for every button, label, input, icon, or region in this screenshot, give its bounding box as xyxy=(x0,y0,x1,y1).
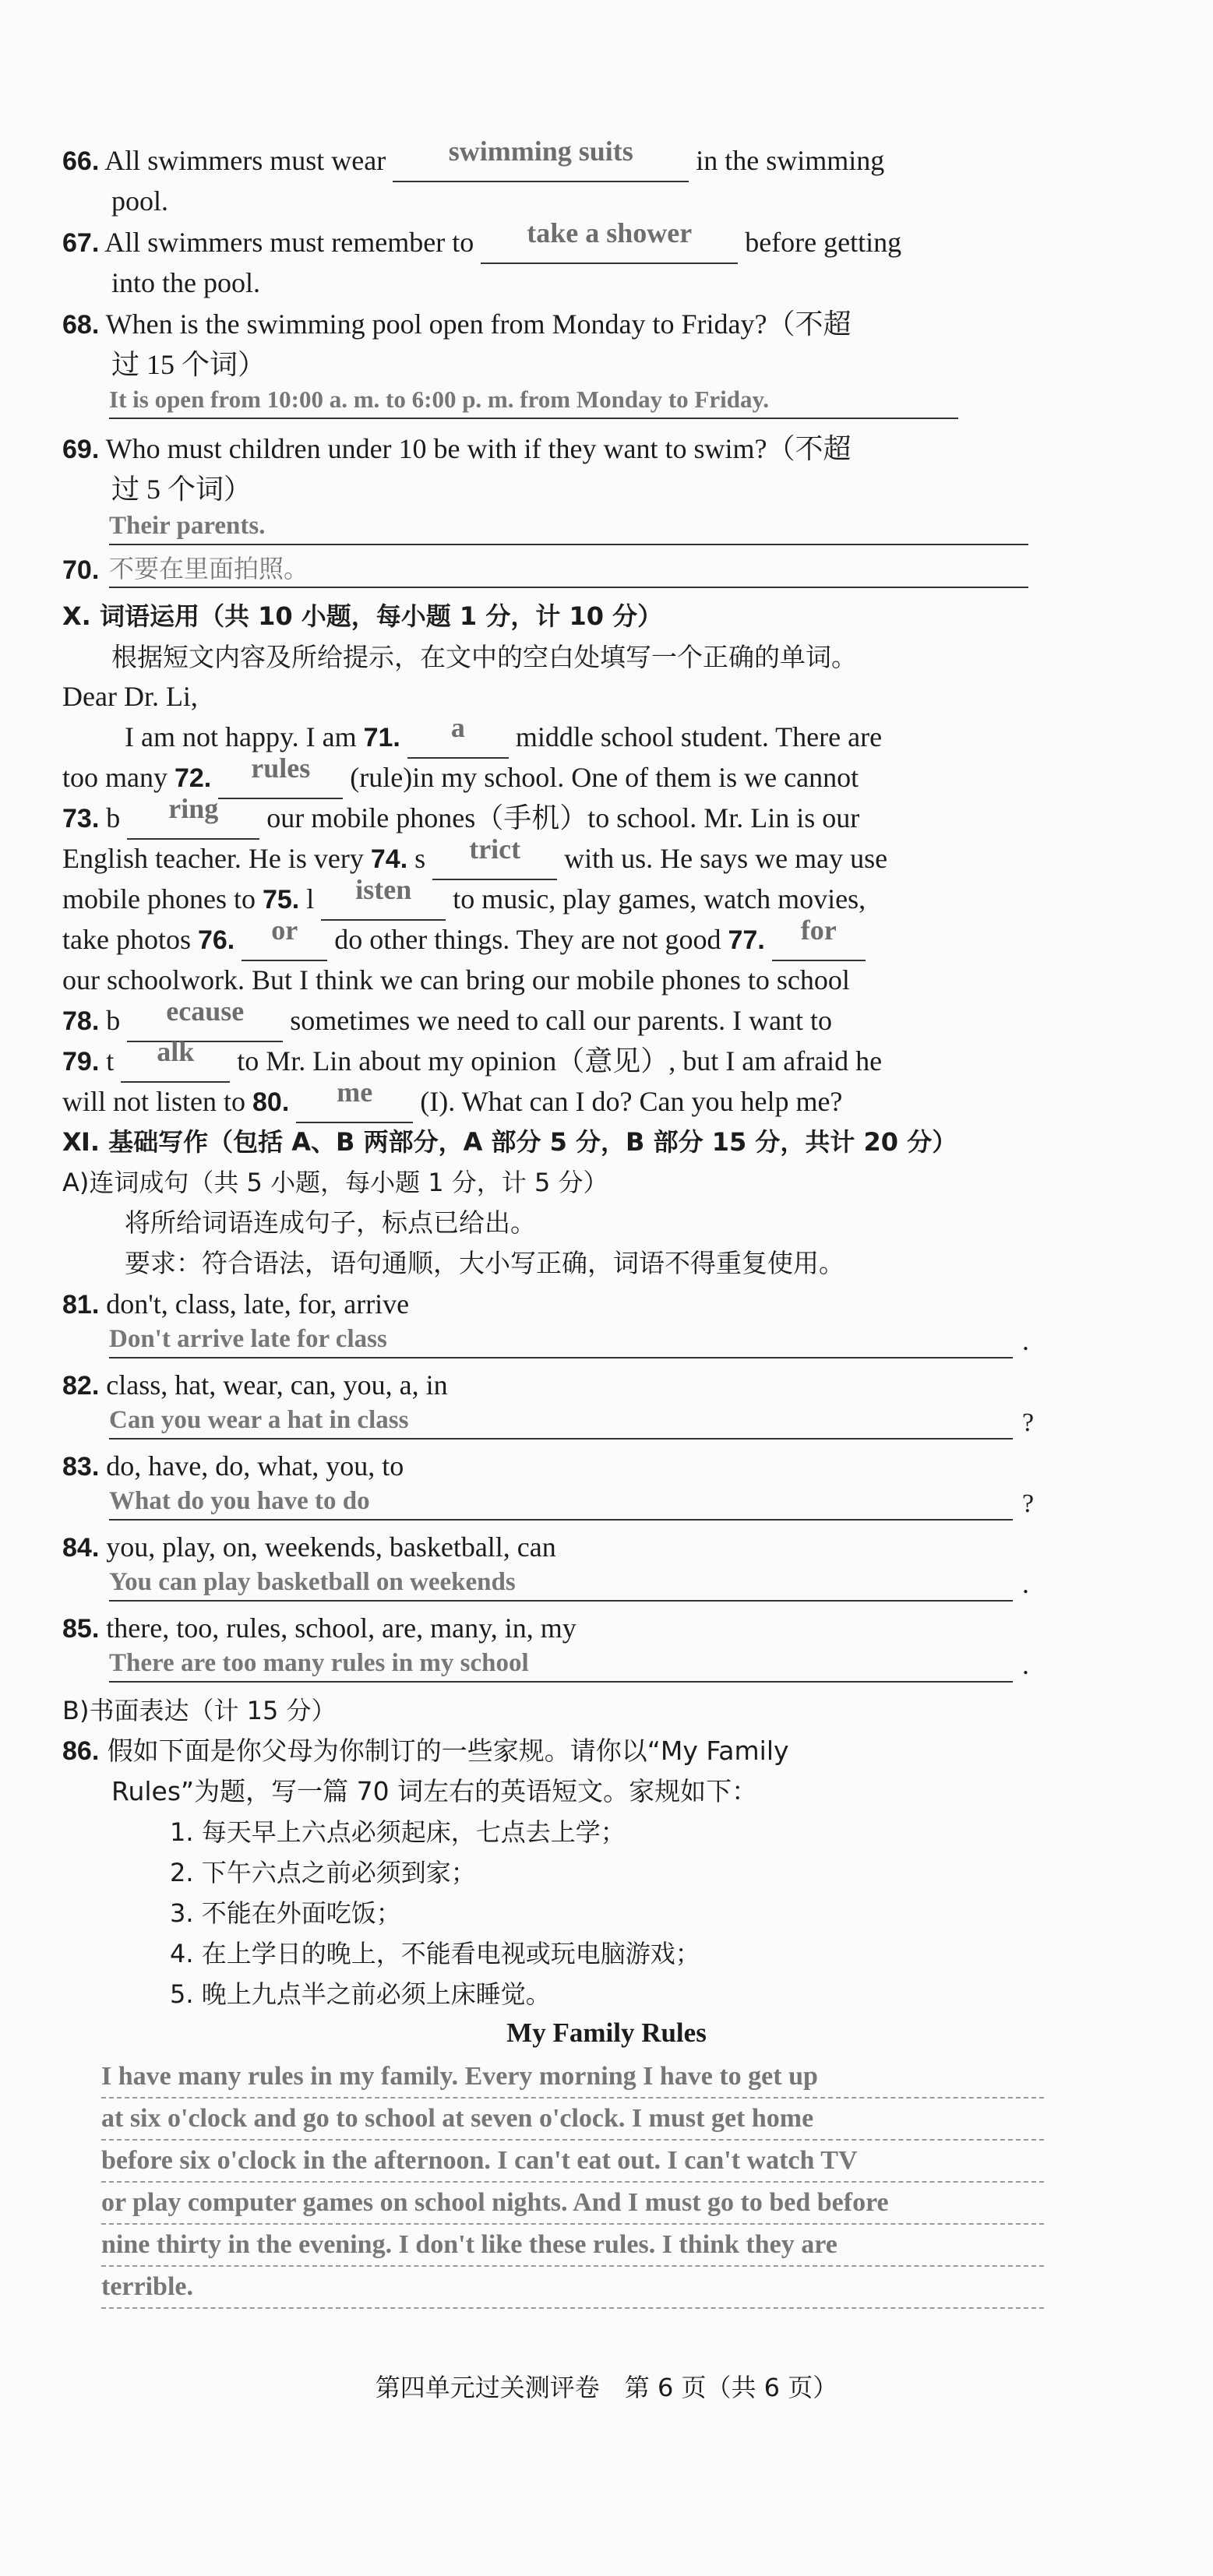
letter-greeting: Dear Dr. Li, xyxy=(62,681,198,712)
essay-line: nine thirty in the evening. I don't like these rules. I think they are xyxy=(101,2225,1044,2267)
answer-blank[interactable]: take a shower xyxy=(481,222,738,264)
answer-line[interactable]: Their parents. xyxy=(109,508,1028,545)
answer-line[interactable]: What do you have to do xyxy=(109,1483,1013,1521)
essay-line: or play computer games on school nights. And I must go to bed before xyxy=(101,2183,1044,2225)
passage-line: 73. b ring our mobile phones（手机）to school. Mr. Lin is our xyxy=(62,798,859,840)
page-footer: 第四单元过关测评卷 第 6 页（共 6 页） xyxy=(375,2373,838,2402)
answer-blank[interactable]: for xyxy=(772,919,866,961)
essay-title: My Family Rules xyxy=(506,2017,707,2048)
essay-line: at six o'clock and go to school at seven o'clock. I must get home xyxy=(101,2099,1044,2141)
question-text: Rules”为题，写一篇 70 词左右的英语短文。家规如下： xyxy=(111,1776,758,1806)
rule-item: 2. 下午六点之前必须到家； xyxy=(170,1858,476,1887)
essay-line: I have many rules in my family. Every morning I have to get up xyxy=(101,2056,1044,2099)
question-text: When is the swimming pool open from Monday to Friday?（不超 xyxy=(105,308,852,340)
part-title: B)书面表达（计 15 分） xyxy=(62,1696,337,1725)
rule-item: 4. 在上学日的晚上，不能看电视或玩电脑游戏； xyxy=(170,1939,700,1968)
rule-item: 1. 每天早上六点必须起床，七点去上学； xyxy=(170,1817,626,1847)
question-text: 假如下面是你父母为你制订的一些家规。请你以“My Family xyxy=(107,1736,789,1766)
answer-blank[interactable]: trict xyxy=(432,838,557,880)
passage-line: 79. t alk to Mr. Lin about my opinion（意见）, but I am afraid he xyxy=(62,1041,882,1083)
question-number: 84. xyxy=(62,1533,100,1563)
word-list: class, hat, wear, can, you, a, in xyxy=(106,1369,448,1401)
answer-blank[interactable]: alk xyxy=(121,1041,230,1083)
rule-item: 5. 晚上九点半之前必须上床睡觉。 xyxy=(170,1979,551,2009)
punctuation: . xyxy=(1022,1325,1029,1356)
question-text: before getting xyxy=(745,227,902,258)
question-number: 69. xyxy=(62,435,100,464)
answer-blank[interactable]: rules xyxy=(218,757,343,799)
word-list: you, play, on, weekends, basketball, can xyxy=(106,1531,556,1563)
passage-line: I am not happy. I am 71. a middle school student. There are xyxy=(125,717,882,759)
answer-blank[interactable]: ecause xyxy=(127,1000,283,1042)
punctuation: . xyxy=(1022,1568,1029,1599)
passage-line: will not listen to 80. me (I). What can I do? Can you help me? xyxy=(62,1081,842,1123)
question-number: 68. xyxy=(62,310,100,340)
section-title: Ⅺ. 基础写作（包括 A、B 两部分，A 部分 5 分，B 部分 15 分，共计 20 分） xyxy=(62,1127,957,1157)
question-number: 66. xyxy=(62,146,100,176)
part-title: A)连词成句（共 5 小题，每小题 1 分，计 5 分） xyxy=(62,1168,608,1197)
question-number: 83. xyxy=(62,1452,100,1482)
passage-line: 78. b ecause sometimes we need to call our parents. I want to xyxy=(62,1000,832,1042)
answer-blank[interactable]: me xyxy=(296,1081,413,1123)
answer-line[interactable]: Can you wear a hat in class xyxy=(109,1402,1013,1440)
rule-item: 3. 不能在外面吃饭； xyxy=(170,1898,401,1928)
word-list: do, have, do, what, you, to xyxy=(106,1450,404,1482)
question-number: 70. xyxy=(62,555,100,585)
passage-line: our schoolwork. But I think we can bring our mobile phones to school xyxy=(62,964,850,996)
passage-line: take photos 76. or do other things. They are not good 77. for xyxy=(62,919,866,961)
answer-line[interactable]: You can play basketball on weekends xyxy=(109,1564,1013,1602)
question-text: All swimmers must remember to xyxy=(104,227,474,258)
punctuation: . xyxy=(1022,1649,1029,1680)
answer-line[interactable]: There are too many rules in my school xyxy=(109,1645,1013,1683)
question-text: in the swimming xyxy=(696,145,885,176)
word-list: don't, class, late, for, arrive xyxy=(106,1288,410,1320)
answer-blank[interactable]: or xyxy=(242,919,327,961)
question-text: pool. xyxy=(111,185,169,217)
question-number: 67. xyxy=(62,228,100,258)
answer-line[interactable]: 不要在里面拍照。 xyxy=(109,551,1028,588)
answer-blank[interactable]: a xyxy=(407,717,509,759)
essay-line: terrible. xyxy=(101,2267,1044,2309)
question-text: into the pool. xyxy=(111,267,260,298)
answer-line[interactable]: Don't arrive late for class xyxy=(109,1321,1013,1358)
question-number: 82. xyxy=(62,1371,100,1401)
word-list: there, too, rules, school, are, many, in, my xyxy=(106,1612,577,1644)
punctuation: ? xyxy=(1022,1489,1035,1518)
essay-answer[interactable] xyxy=(101,2056,1044,2309)
passage-line: mobile phones to 75. l isten to music, play games, watch movies, xyxy=(62,879,866,921)
instruction: 将所给词语连成句子，标点已给出。 xyxy=(125,1207,536,1238)
section-instruction: 根据短文内容及所给提示，在文中的空白处填写一个正确的单词。 xyxy=(111,642,857,672)
answer-line[interactable]: It is open from 10:00 a. m. to 6:00 p. m. from Monday to Friday. xyxy=(109,382,958,419)
question-number: 85. xyxy=(62,1614,100,1644)
question-text: 过 5 个词） xyxy=(111,474,252,505)
question-text: Who must children under 10 be with if they want to swim?（不超 xyxy=(105,433,852,464)
passage-line: English teacher. He is very 74. s trict with us. He says we may use xyxy=(62,838,887,880)
essay-line: before six o'clock in the afternoon. I can't eat out. I can't watch TV xyxy=(101,2141,1044,2183)
section-title: Ⅹ. 词语运用（共 10 小题，每小题 1 分，计 10 分） xyxy=(62,601,663,631)
answer-blank[interactable]: isten xyxy=(321,879,446,921)
question-number: 81. xyxy=(62,1290,100,1320)
passage-line: too many 72. rules (rule)in my school. One of them is we cannot xyxy=(62,757,859,799)
answer-blank[interactable]: ring xyxy=(127,798,259,840)
answer-blank[interactable]: swimming suits xyxy=(393,140,689,182)
instruction: 要求：符合语法，语句通顺，大小写正确，词语不得重复使用。 xyxy=(125,1248,845,1278)
question-number: 86. xyxy=(62,1736,100,1766)
question-text: 过 15 个词） xyxy=(111,349,266,380)
question-text: All swimmers must wear xyxy=(104,145,386,176)
punctuation: ? xyxy=(1022,1408,1035,1437)
